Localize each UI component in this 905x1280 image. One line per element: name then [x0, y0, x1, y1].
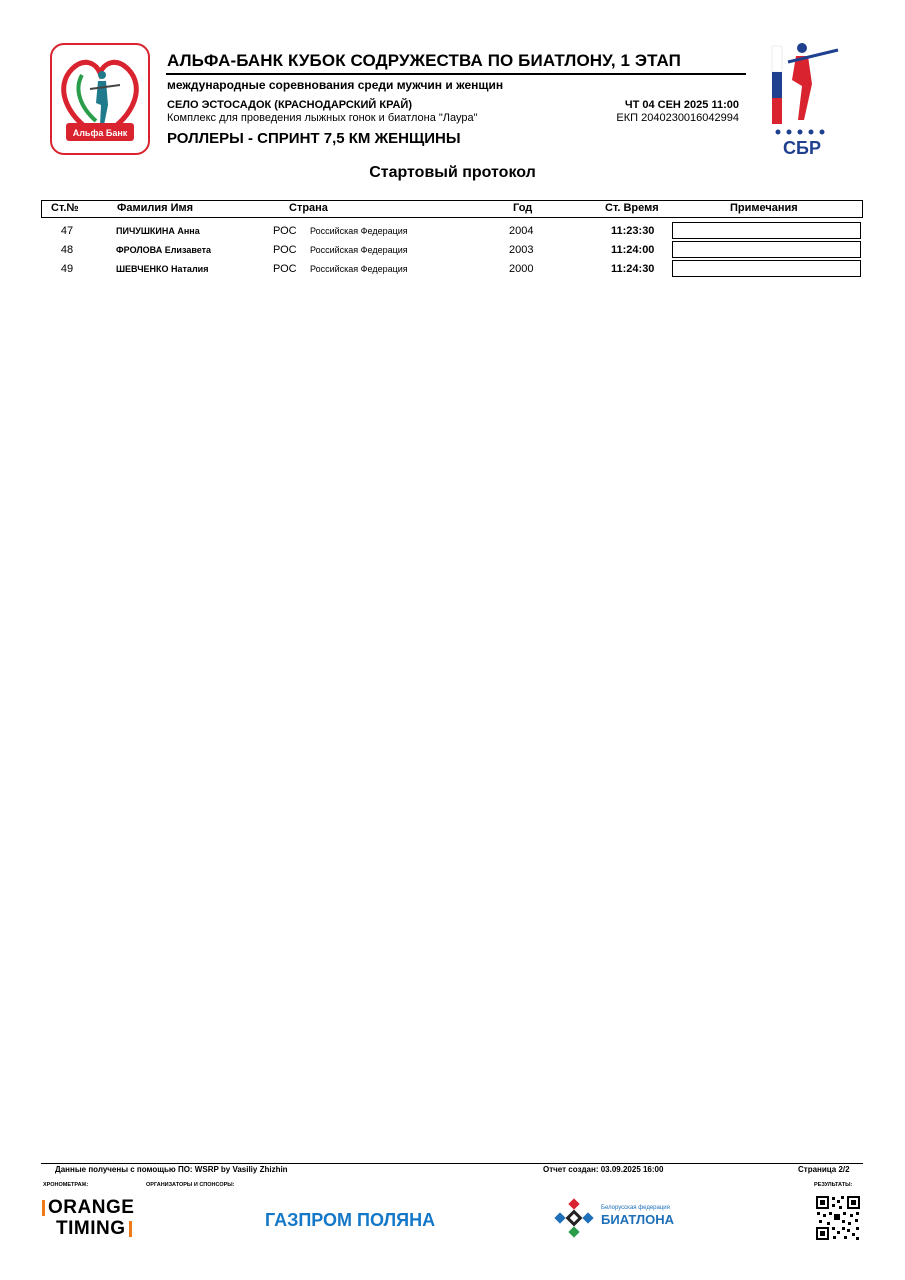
country-code: РОС — [273, 263, 297, 275]
results-label: РЕЗУЛЬТАТЫ: — [814, 1182, 853, 1188]
birth-year: 2000 — [509, 263, 534, 275]
country-name: Российская Федерация — [310, 226, 408, 236]
col-year: Год — [513, 202, 533, 214]
col-start-number: Ст.№ — [51, 202, 79, 214]
notes-box — [672, 241, 861, 258]
birth-year: 2004 — [509, 225, 534, 237]
svg-text:СБР: СБР — [783, 138, 821, 158]
start-time: 11:23:30 — [611, 225, 655, 237]
organizers-label: ОРГАНИЗАТОРЫ И СПОНСОРЫ: — [146, 1182, 235, 1188]
country-code: РОС — [273, 244, 297, 256]
athlete-name: ШЕВЧЕНКО Наталия — [116, 264, 209, 274]
gazprom-polyana-logo: ГАЗПРОМ ПОЛЯНА — [265, 1210, 436, 1230]
country-name: Российская Федерация — [310, 245, 408, 255]
venue-complex: Комплекс для проведения лыжных гонок и биатлона "Лаура" — [167, 112, 478, 124]
table-row — [41, 221, 863, 240]
col-notes: Примечания — [730, 202, 798, 214]
competition-subtitle: международные соревнования среди мужчин и женщин — [167, 78, 504, 92]
page-number: Страница 2/2 — [798, 1165, 850, 1174]
table-header — [41, 200, 863, 218]
col-name: Фамилия Имя — [117, 202, 194, 214]
document-title: Стартовый протокол — [369, 164, 536, 181]
table-row — [41, 259, 863, 278]
competition-title: АЛЬФА-БАНК КУБОК СОДРУЖЕСТВА ПО БИАТЛОНУ, 1 ЭТАП — [167, 51, 682, 70]
start-number: 48 — [60, 244, 74, 256]
col-country: Страна — [289, 202, 328, 214]
qr-code[interactable] — [815, 1195, 861, 1241]
birth-year: 2003 — [509, 244, 534, 256]
start-number: 49 — [60, 263, 74, 275]
belarus-biathlon-emblem — [553, 1198, 595, 1238]
notes-box — [672, 222, 861, 239]
footer-divider — [41, 1163, 863, 1164]
belarus-federation-label: Белорусская федерация — [601, 1205, 670, 1211]
col-start-time: Ст. Время — [605, 202, 659, 214]
title-divider — [166, 73, 746, 75]
start-time: 11:24:00 — [611, 244, 655, 256]
belarus-biathlon-label: БИАТЛОНА — [601, 1212, 675, 1227]
data-source: Данные получены с помощью ПО: WSRP by Vasiliy Zhizhin — [55, 1165, 288, 1174]
table-row — [41, 240, 863, 259]
athlete-name: ФРОЛОВА Елизавета — [116, 245, 212, 255]
country-name: Российская Федерация — [310, 264, 408, 274]
country-code: РОС — [273, 225, 297, 237]
start-time: 11:24:30 — [611, 263, 655, 275]
event-name: РОЛЛЕРЫ - СПРИНТ 7,5 КМ ЖЕНЩИНЫ — [167, 130, 461, 147]
start-number: 47 — [60, 225, 74, 237]
athlete-name: ПИЧУШКИНА Анна — [116, 226, 200, 236]
svg-text:Альфа Банк: Альфа Банк — [72, 128, 128, 138]
timing-label: ХРОНОМЕТРАЖ: — [43, 1182, 89, 1188]
alfa-cup-logo — [50, 43, 150, 155]
event-datetime: ЧТ 04 СЕН 2025 11:00 — [624, 99, 739, 111]
sbr-logo — [768, 40, 840, 158]
report-created: Отчет создан: 03.09.2025 16:00 — [543, 1165, 664, 1174]
ekp-code: ЕКП 2040230016042994 — [616, 112, 739, 124]
orange-timing-logo: ORANGE TIMING — [42, 1197, 134, 1239]
notes-box — [672, 260, 861, 277]
venue: СЕЛО ЭСТОСАДОК (КРАСНОДАРСКИЙ КРАЙ) — [167, 99, 412, 111]
